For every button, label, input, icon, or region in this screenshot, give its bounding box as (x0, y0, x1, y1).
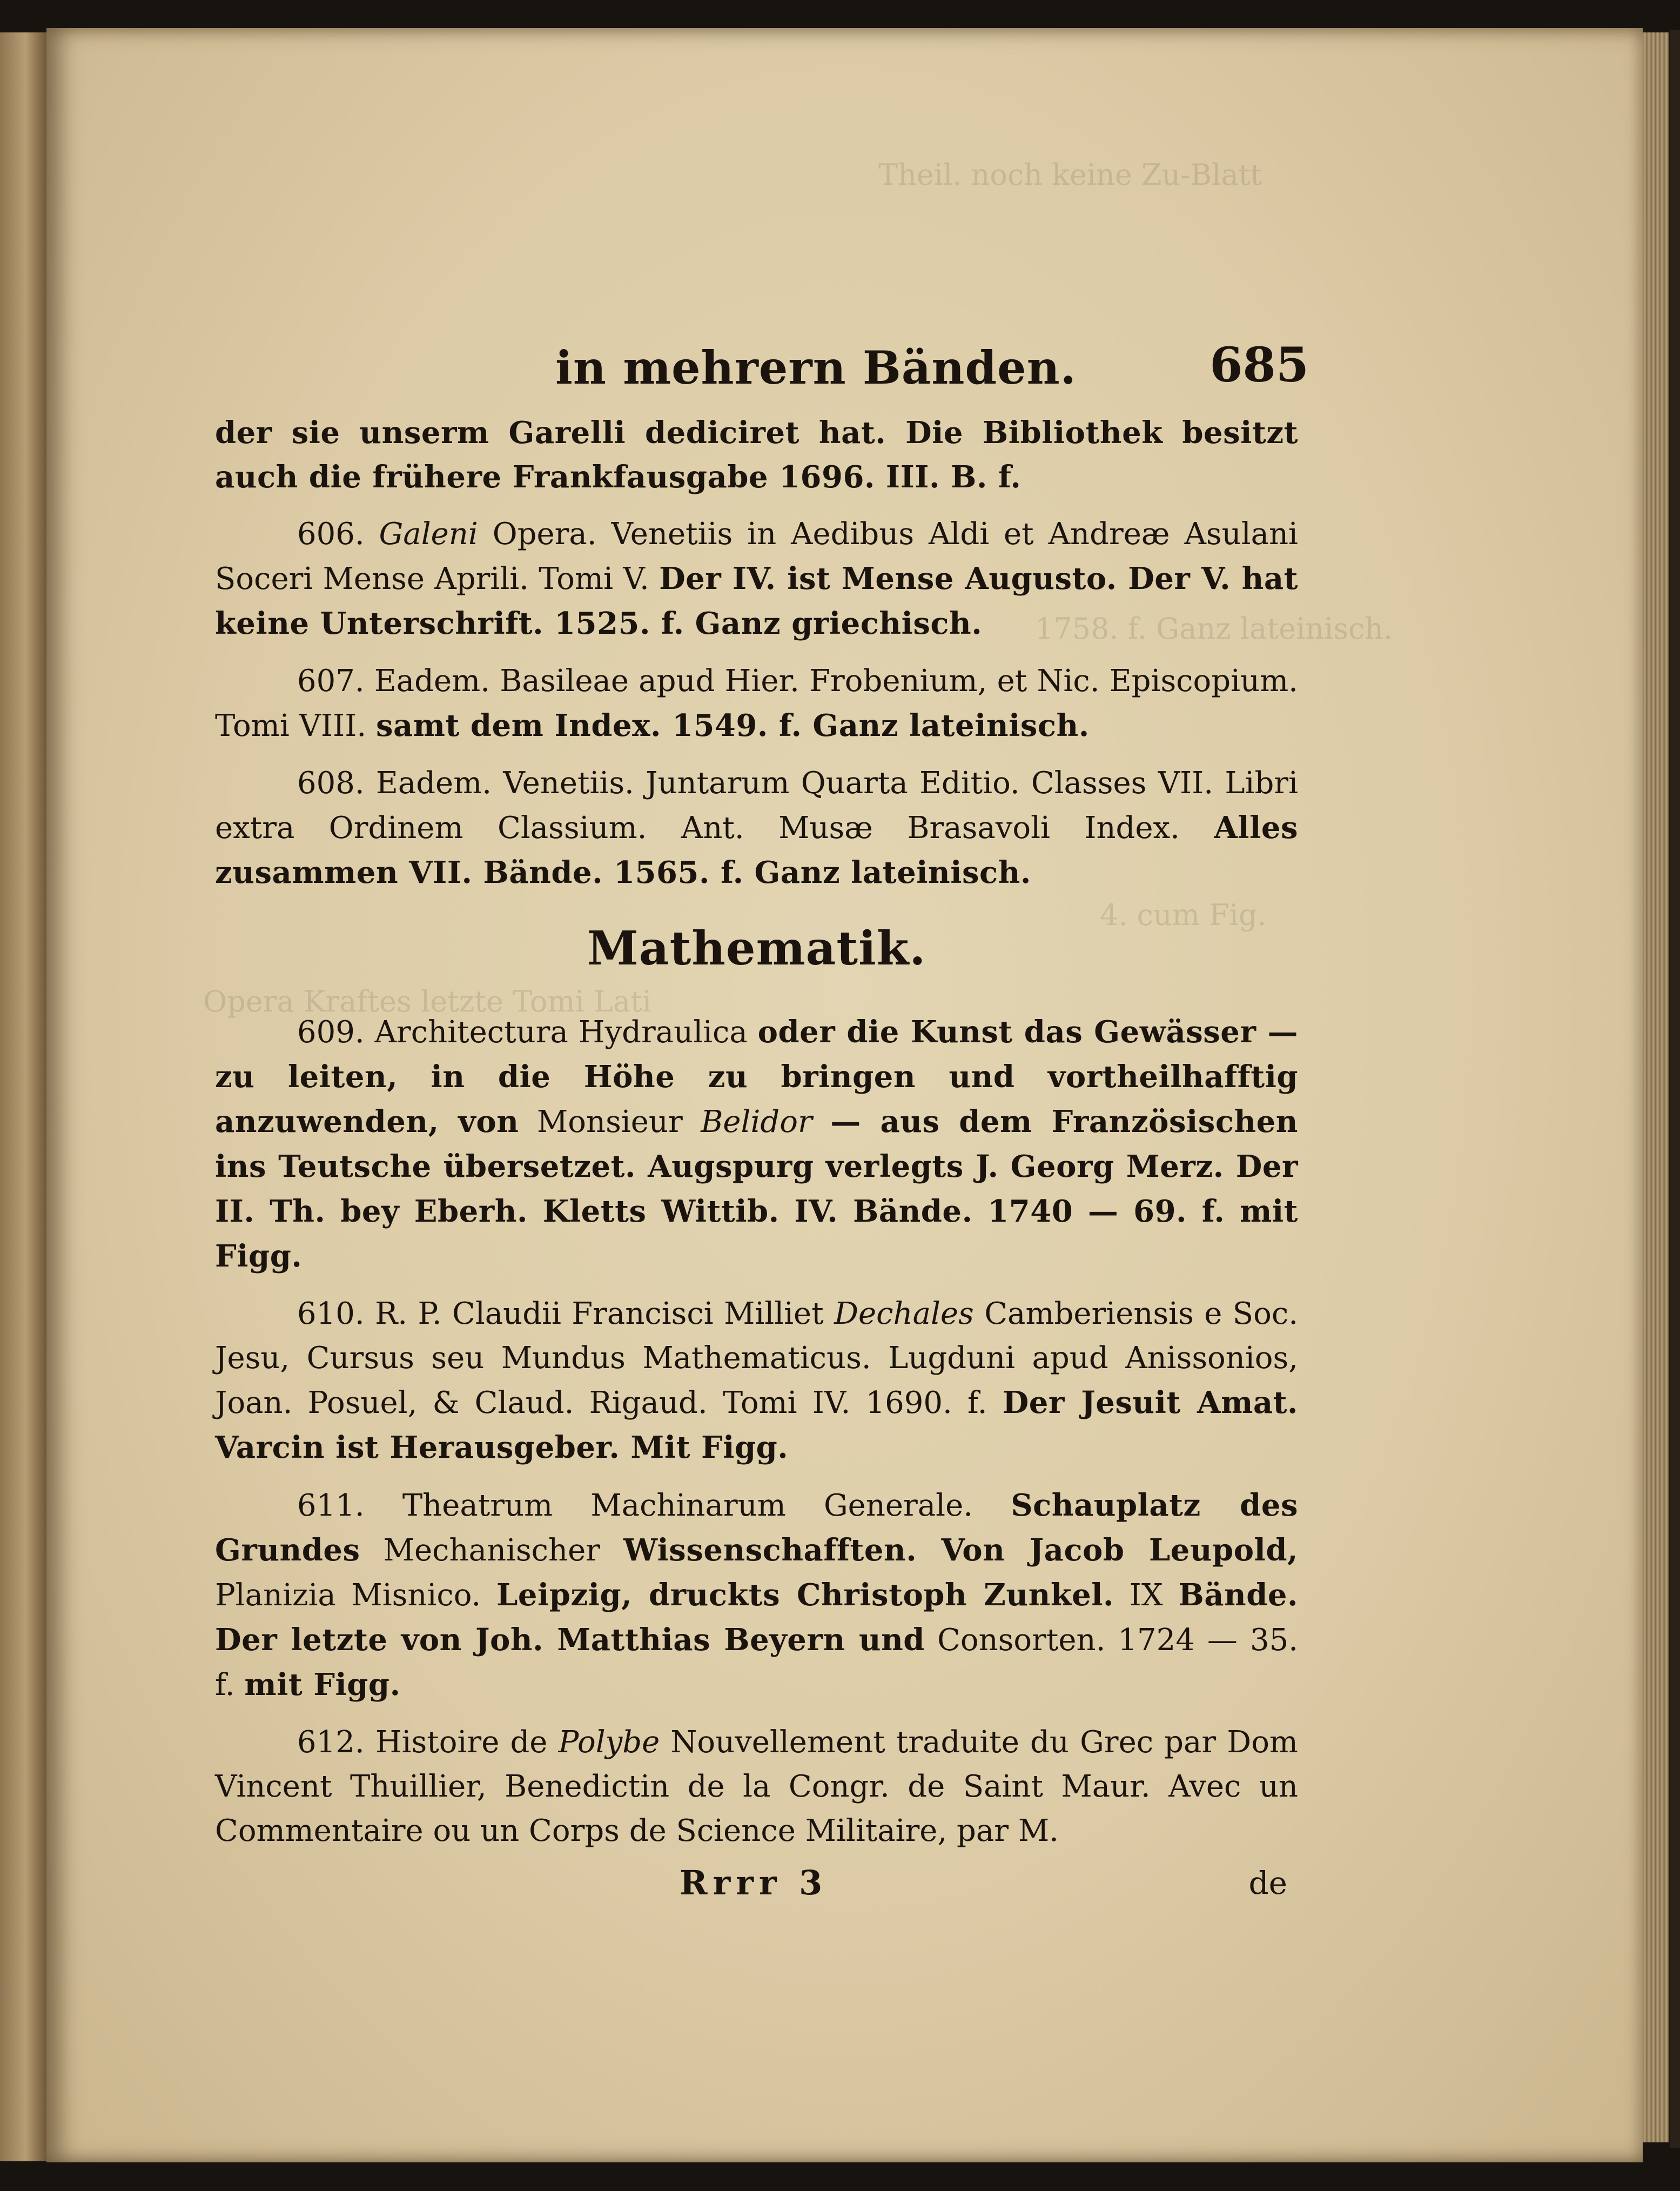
entry-609 (215, 1010, 1298, 1279)
latin-title: Camberiensis e Soc. Jesu, Cursus seu Mundus Mathematicus. Lugduni apud Anissonios, Joan. Posuel, & Claud. Rigaud. Tomi IV. 1690. f. (215, 1296, 1298, 1421)
french-title: Histoire de (375, 1725, 548, 1760)
entry-611 (215, 1483, 1298, 1707)
latin-title: Eadem. Basileae apud Hier. Frobenium, et Nic. Episcopium. Tomi VIII. (215, 664, 1298, 743)
entry-610 (215, 1292, 1298, 1470)
entry-606 (215, 512, 1298, 646)
latin-title: Eadem. Venetiis. Juntarum Quarta Editio. Classes VII. Libri extra Ordinem Classium. Ant. Musæ Brasavoli Index. (215, 766, 1298, 846)
section-heading: Mathematik. (587, 921, 926, 976)
german-note: — aus dem Französischen ins Teutsche übersetzet. Augspurg verlegts J. Georg Merz. Der II. Th. bey Eberh. Kletts Wittib. IV. Bände. 1740 — 69. f. mit Figg. (215, 1104, 1298, 1274)
signature-mark: Rrrr 3 (680, 1863, 828, 1902)
entry-number: 607. (297, 664, 365, 699)
scan-border (1670, 30, 1680, 2148)
author-name: Dechales (834, 1296, 974, 1331)
latin-title: Mechanischer (383, 1533, 601, 1568)
page-number: 685 (1209, 337, 1309, 393)
previous-page-edge (0, 32, 46, 2161)
show-through-text: 1758. f. Ganz lateinisch. (1035, 612, 1393, 646)
german-note: Leipzig, druckts Christoph Zunkel. (496, 1577, 1114, 1613)
running-head: in mehrern Bänden. (555, 341, 1077, 394)
latin-place: Planizia Misnico. (215, 1578, 481, 1613)
show-through-text: 4. cum Fig. (1100, 898, 1267, 932)
page-text (215, 337, 1309, 1909)
volume-count: IX (1129, 1578, 1163, 1613)
german-title: Schauplatz des Grundes (215, 1488, 1298, 1568)
author-name: Polybe (558, 1725, 660, 1760)
honorific: Monsieur (536, 1104, 683, 1140)
show-through-text: Opera Kraftes letzte Tomi Lati (203, 984, 652, 1019)
page-footer (215, 1861, 1298, 1909)
entry-number: 611. (297, 1488, 365, 1523)
entry-number: 612. (297, 1725, 365, 1760)
entry-number: 606. (297, 517, 365, 552)
latin-title: Opera. Venetiis in Aedibus Aldi et Andreæ Asulani Soceri Mense Aprili. Tomi V. (215, 517, 1298, 597)
german-title: Wissenschafften. Von Jacob Leupold, (623, 1532, 1298, 1568)
entry-continuation (215, 411, 1298, 499)
entry-607 (215, 659, 1298, 748)
entry-number: 609. (297, 1015, 365, 1050)
german-note: Alles zusammen VII. Bände. 1565. f. Ganz lateinisch. (215, 810, 1298, 890)
latin-title: Architectura Hydraulica (374, 1015, 748, 1050)
entry-612 (215, 1720, 1298, 1853)
entry-number: 610. (297, 1296, 365, 1331)
latin-title: Theatrum Machinarum Generale. (402, 1488, 973, 1523)
continuation-text: der sie unserm Garelli dediciret hat. Die Bibliothek besitzt auch die frühere Frankfausgabe 1696. III. B. f. (215, 415, 1298, 495)
german-note: Der IV. ist Mense Augusto. Der V. hat keine Unterschrift. 1525. f. Ganz griechisch. (215, 561, 1298, 641)
french-title: Nouvellement traduite du Grec par Dom Vincent Thuillier, Benedictin de la Congr. de Saint Maur. Avec un Commentaire ou un Corps de Science Militaire, par M. (215, 1725, 1299, 1848)
entry-number: 608. (297, 766, 365, 801)
german-note: Bände. Der letzte von Joh. Matthias Beyern und (215, 1577, 1298, 1658)
entry-608 (215, 761, 1298, 895)
latin-title: R. P. Claudii Francisci Milliet (375, 1296, 824, 1331)
author-name: Belidor (701, 1104, 812, 1140)
latin-note: Consorten. 1724 — 35. f. (215, 1623, 1298, 1703)
german-note: mit Figg. (244, 1667, 401, 1703)
show-through-text: Theil. noch keine Zu-Blatt (878, 158, 1262, 192)
german-note: Der Jesuit Amat. Varcin ist Herausgeber. Mit Figg. (215, 1385, 1298, 1465)
author-name: Galeni (379, 517, 478, 552)
catchword: de (1248, 1865, 1287, 1901)
page-fore-edge (1643, 32, 1669, 2142)
german-title: oder die Kunst das Gewässer — zu leiten, in die Höhe zu bringen und vortheilhafftig anzuwenden, von (215, 1014, 1298, 1140)
page-header (215, 337, 1309, 405)
german-note: samt dem Index. 1549. f. Ganz lateinisch. (375, 708, 1090, 743)
